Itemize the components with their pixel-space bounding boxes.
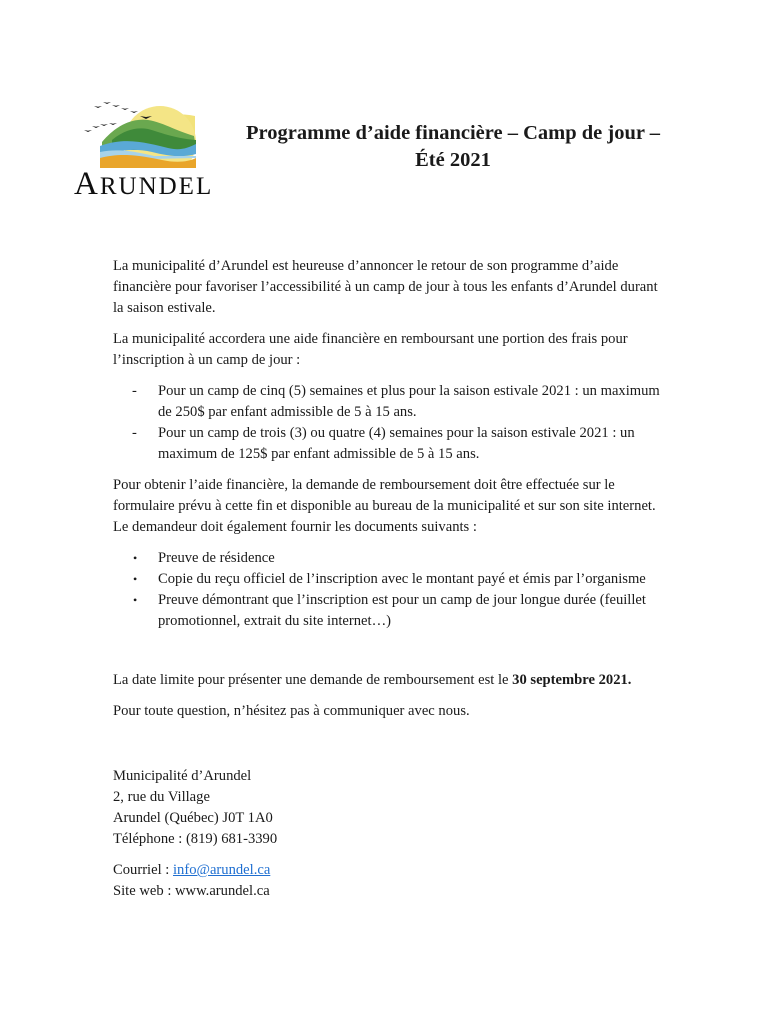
bullet-icon: • (133, 551, 138, 565)
intro-paragraph: La municipalité d’Arundel est heureuse d’annoncer le retour de son programme d’aide financière pour favoriser l’accessibilité à un camp de jour à tous les enfants d’Arundel durant la saison estivale. (113, 258, 658, 316)
list-item: • Preuve démontrant que l’inscription est pour un camp de jour longue durée (feuillet promotionnel, extrait du site internet…) (133, 592, 646, 629)
address-phone: Téléphone : (819) 681-3390 (113, 831, 278, 847)
list-item: • Copie du reçu officiel de l’inscription avec le montant payé et émis par l’organisme (113, 569, 668, 590)
arundel-logo (72, 96, 232, 202)
bullet-icon: • (133, 572, 138, 586)
list-item: - Pour un camp de trois (3) ou quatre (4) semaines pour la saison estivale 2021 : un maximum de 125$ par enfant admissible de 5 à 15 ans. (132, 425, 635, 462)
list-item: - Pour un camp de cinq (5) semaines et plus pour la saison estivale 2021 : un maximum de 250$ par enfant admissible de 5 à 15 ans. (132, 383, 660, 420)
dash-marker: - (132, 383, 137, 399)
document-body (113, 256, 668, 902)
list-item: • Preuve de résidence (113, 548, 668, 569)
website-line: Site web : www.arundel.ca (113, 883, 270, 899)
title-line-2: Été 2021 (415, 149, 491, 171)
online-contact (113, 860, 668, 902)
deadline-date: 30 septembre 2021. (512, 672, 632, 688)
logo-wordmark: ARUNDEL (74, 166, 214, 202)
landscape-logo-icon (72, 96, 232, 168)
required-documents-list (113, 548, 668, 632)
aid-intro-paragraph: La municipalité accordera une aide financière en remboursant une portion des frais pour l’inscription à un camp de jour : (113, 331, 628, 368)
documents-intro-paragraph: Pour obtenir l’aide financière, la demande de remboursement doit être effectuée sur le formulaire prévu à cette fin et disponible au bureau de la municipalité et sur son site internet. Le demandeur doit également fournir les documents suivants : (113, 477, 656, 535)
address-city: Arundel (Québec) J0T 1A0 (113, 810, 273, 826)
deadline-paragraph: La date limite pour présenter une demande de remboursement est le 30 septembre 2021. (113, 672, 632, 688)
aid-amount-list (113, 381, 668, 465)
page-title (238, 120, 668, 174)
bullet-icon: • (133, 593, 138, 607)
email-link[interactable]: info@arundel.ca (173, 862, 271, 878)
address-org: Municipalité d’Arundel (113, 768, 252, 784)
questions-paragraph: Pour toute question, n’hésitez pas à communiquer avec nous. (113, 703, 470, 719)
address-street: 2, rue du Village (113, 789, 210, 805)
mailing-address (113, 766, 668, 850)
dash-marker: - (132, 425, 137, 441)
title-line-1: Programme d’aide financière – Camp de jour – (246, 122, 660, 144)
email-line: Courriel : info@arundel.ca (113, 862, 271, 878)
